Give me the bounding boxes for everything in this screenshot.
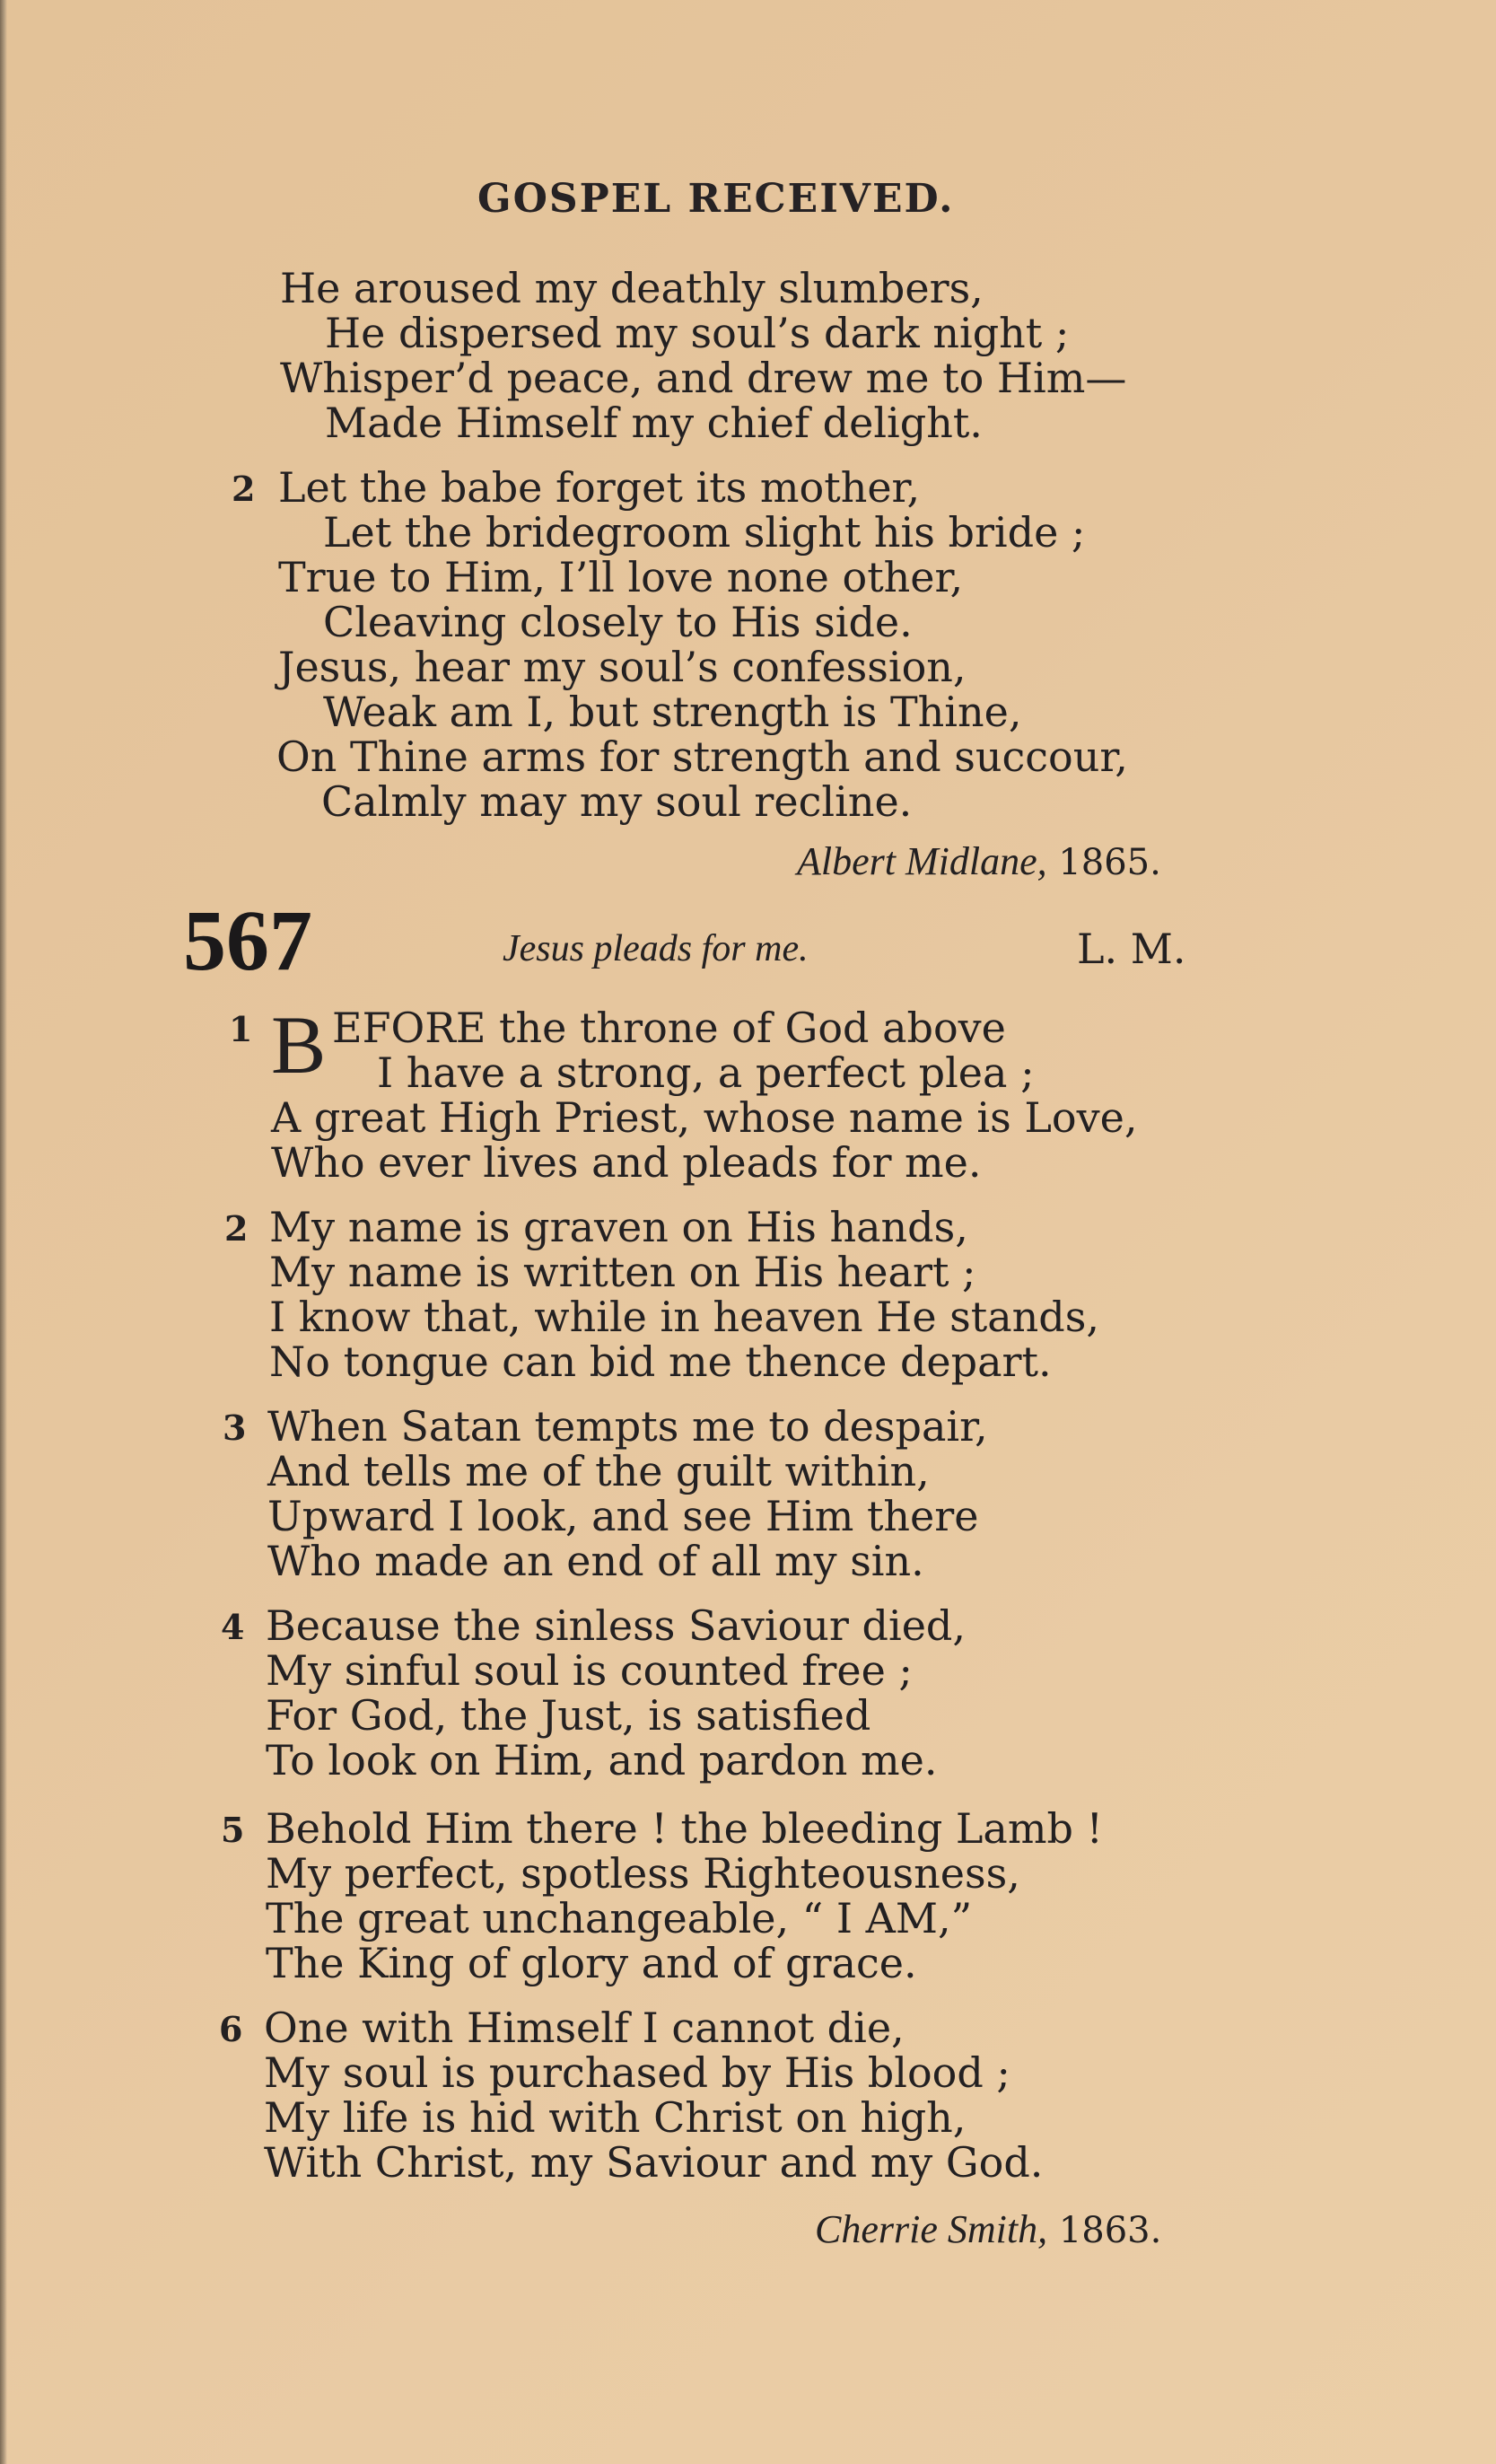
verse-line: My soul is purchased by His blood ; [264,2048,1010,2097]
verse-line: I have a strong, a perfect plea ; [377,1048,1035,1097]
author-name: Cherrie Smith, [815,2207,1048,2251]
verse-line: Made Himself my chief delight. [325,399,983,447]
verse-line: When Satan tempts me to despair, [267,1402,988,1451]
verse-line: On Thine arms for strength and succour, [276,732,1128,781]
hymn-title: Jesus pleads for me. [503,928,809,969]
book-spine-edge [0,0,7,2464]
verse-line: I know that, while in heaven He stands, [269,1293,1099,1341]
verse-line: True to Him, I’ll love none other, [278,553,964,601]
drop-capital: B [271,999,327,1091]
verse-line: Cleaving closely to His side. [323,598,913,646]
verse-line: My sinful soul is counted free ; [266,1646,913,1695]
stanza-number: 2 [232,469,256,509]
stanza-number: 5 [221,1810,245,1850]
stanza-number: 6 [219,2009,243,2049]
verse-line: Because the sinless Saviour died, [266,1601,966,1650]
verse-line: For God, the Just, is satisfied [266,1691,871,1740]
verse-line: The great unchangeable, “ I AM,” [266,1894,973,1942]
verse-line: To look on Him, and pardon me. [266,1736,938,1784]
verse-line: EFORE the throne of God above [332,1004,1006,1052]
verse-line: Upward I look, and see Him there [267,1492,979,1540]
running-head: GOSPEL RECEIVED. [477,176,955,222]
stanza-number: 2 [224,1208,249,1249]
hymn-meter: L. M. [1077,925,1186,973]
verse-line: With Christ, my Saviour and my God. [264,2138,1044,2187]
verse-line: Whisper’d peace, and drew me to Him— [280,354,1127,402]
verse-line: Who ever lives and pleads for me. [271,1138,982,1187]
stanza-number: 3 [223,1407,247,1448]
hymn-number: 567 [183,892,312,988]
verse-line: Let the babe forget its mother, [278,463,921,512]
verse-line: My life is hid with Christ on high, [264,2093,967,2142]
verse-line: The King of glory and of grace. [266,1939,917,1987]
verse-line: Who made an end of all my sin. [267,1537,924,1585]
author-year: 1865. [1058,842,1161,883]
verse-line: My name is written on His heart ; [269,1248,976,1296]
verse-line: And tells me of the guilt within, [267,1447,930,1495]
verse-line: He aroused my deathly slumbers, [280,264,984,312]
verse-line: My name is graven on His hands, [269,1203,968,1251]
verse-line: No tongue can bid me thence depart. [269,1337,1052,1386]
author-name: Albert Midlane, [797,839,1047,883]
stanza-number: 4 [221,1607,245,1647]
verse-line: Calmly may my soul recline. [321,777,913,826]
stanza-number: 1 [229,1009,253,1049]
verse-line: He dispersed my soul’s dark night ; [325,309,1070,357]
verse-line: One with Himself I cannot die, [264,2004,905,2052]
verse-line: Weak am I, but strength is Thine, [323,688,1022,736]
verse-line: My perfect, spotless Righteousness, [266,1849,1020,1898]
verse-line: Jesus, hear my soul’s confession, [278,643,967,691]
hymn-attribution [815,2207,1162,2251]
prev-hymn-attribution [797,839,1161,883]
verse-line: Let the bridegroom slight his bride ; [323,508,1086,557]
verse-line: Behold Him there ! the bleeding Lamb ! [266,1804,1104,1853]
author-year: 1863. [1058,2210,1162,2251]
verse-line: A great High Priest, whose name is Love, [271,1093,1138,1142]
